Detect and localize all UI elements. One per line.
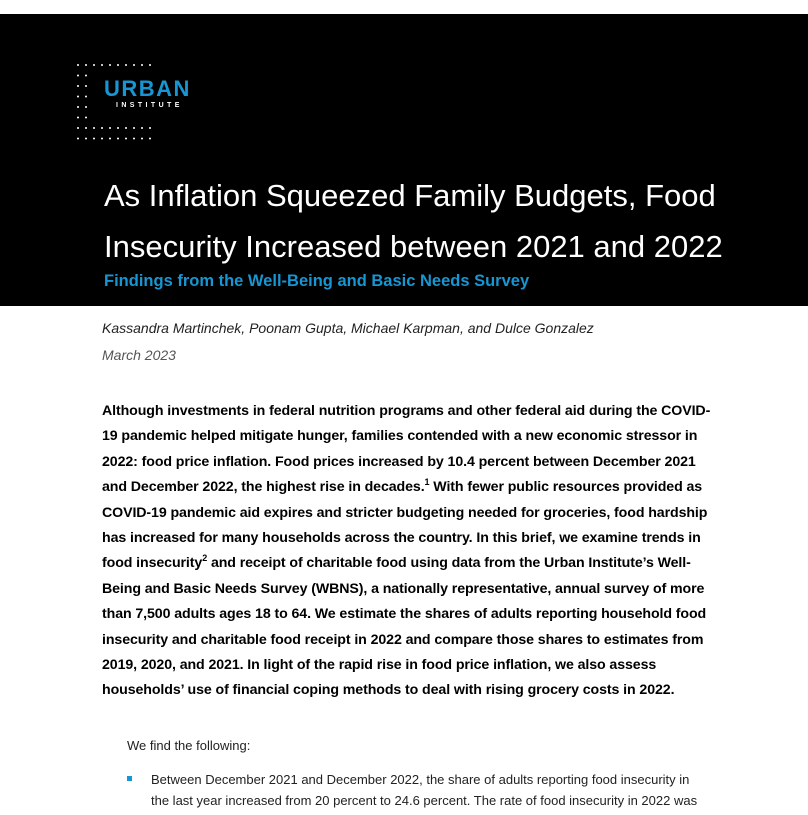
logo-dot — [125, 127, 127, 129]
logo-dot — [93, 127, 95, 129]
logo-word: URBAN — [104, 76, 191, 101]
logo-dot — [149, 64, 151, 66]
logo-dot — [93, 64, 95, 66]
logo-dot — [101, 138, 103, 140]
logo-dot — [109, 127, 111, 129]
logo-dot — [85, 127, 87, 129]
logo-dot — [85, 96, 87, 98]
abstract-paragraph — [102, 399, 712, 704]
logo-dot — [85, 85, 87, 87]
urban-institute-logo[interactable] — [76, 62, 216, 142]
abstract-part-3: and receipt of charitable food using data from the Urban Institute’s Well-Being and Basic Needs Survey (WBNS), a nationally representative, annual survey of more than 7,500 adults ages 18 to 64. We estimate the shares of adults reporting household food insecurity and charitable food receipt in 2022 and compare those shares to estimates from 2019, 2020, and 2021. In light of the rapid rise in food price inflation, we also assess households’ use of financial coping methods to deal with rising grocery costs in 2022. — [102, 555, 707, 699]
abstract-part-1: Although investments in federal nutrition programs and other federal aid during the COVID-19 pandemic helped mitigate hunger, families contended with a new economic stressor in 2022: food price inflation. Food prices increased by 10.4 percent between December 2021 and December 2022, the highest rise in decades. — [102, 403, 711, 496]
logo-dot — [125, 138, 127, 140]
logo-dot — [109, 64, 111, 66]
abstract-part-2: With fewer public resources provided as COVID-19 pandemic aid expires and stricter budgeting needed for groceries, food hardship has increased for many households across the country. In this brief, we examine trends in food insecurity — [102, 479, 708, 572]
logo-dot — [85, 75, 87, 77]
logo-dot — [149, 127, 151, 129]
logo-dot — [141, 127, 143, 129]
authors: Kassandra Martinchek, Poonam Gupta, Michael Karpman, and Dulce Gonzalez — [102, 320, 594, 336]
finding-bullet-1: Between December 2021 and December 2022, the share of adults reporting food insecurity in the last year increased from 20 percent to 24.6 percent. The rate of food insecurity in 2022 was — [151, 772, 698, 808]
logo-dot — [133, 138, 135, 140]
logo-dot — [77, 127, 79, 129]
logo-dot — [133, 127, 135, 129]
findings-intro: We find the following: — [127, 738, 251, 753]
logo-dot — [101, 127, 103, 129]
logo-dot — [117, 138, 119, 140]
logo-dot — [77, 106, 79, 108]
logo-dot — [77, 117, 79, 119]
logo-dot — [77, 64, 79, 66]
header-banner — [0, 14, 808, 306]
logo-dot — [85, 106, 87, 108]
footnote-ref-1[interactable]: 1 — [424, 477, 430, 488]
logo-dot — [93, 138, 95, 140]
logo-dot — [101, 64, 103, 66]
publication-date: March 2023 — [102, 347, 176, 363]
logo-dot — [133, 64, 135, 66]
footnote-ref-2[interactable]: 2 — [202, 553, 208, 564]
logo-dot — [141, 64, 143, 66]
logo-dot — [77, 85, 79, 87]
page-subtitle: Findings from the Well-Being and Basic Needs Survey — [104, 272, 530, 290]
logo-dot — [85, 138, 87, 140]
logo-dot — [117, 127, 119, 129]
logo-dot — [149, 138, 151, 140]
logo-dot — [85, 64, 87, 66]
logo-dot — [141, 138, 143, 140]
logo-dot — [77, 96, 79, 98]
logo-dot — [77, 138, 79, 140]
logo-dot — [109, 138, 111, 140]
title-line-2: Insecurity Increased between 2021 and 2022 — [104, 229, 723, 264]
logo-dot — [125, 64, 127, 66]
title-line-1: As Inflation Squeezed Family Budgets, Food — [104, 178, 716, 213]
logo-dot — [85, 117, 87, 119]
logo-dot — [117, 64, 119, 66]
page-title — [104, 170, 784, 272]
logo-dot — [77, 75, 79, 77]
bullet-square-icon — [127, 776, 132, 781]
logo-subtitle: INSTITUTE — [116, 102, 183, 109]
